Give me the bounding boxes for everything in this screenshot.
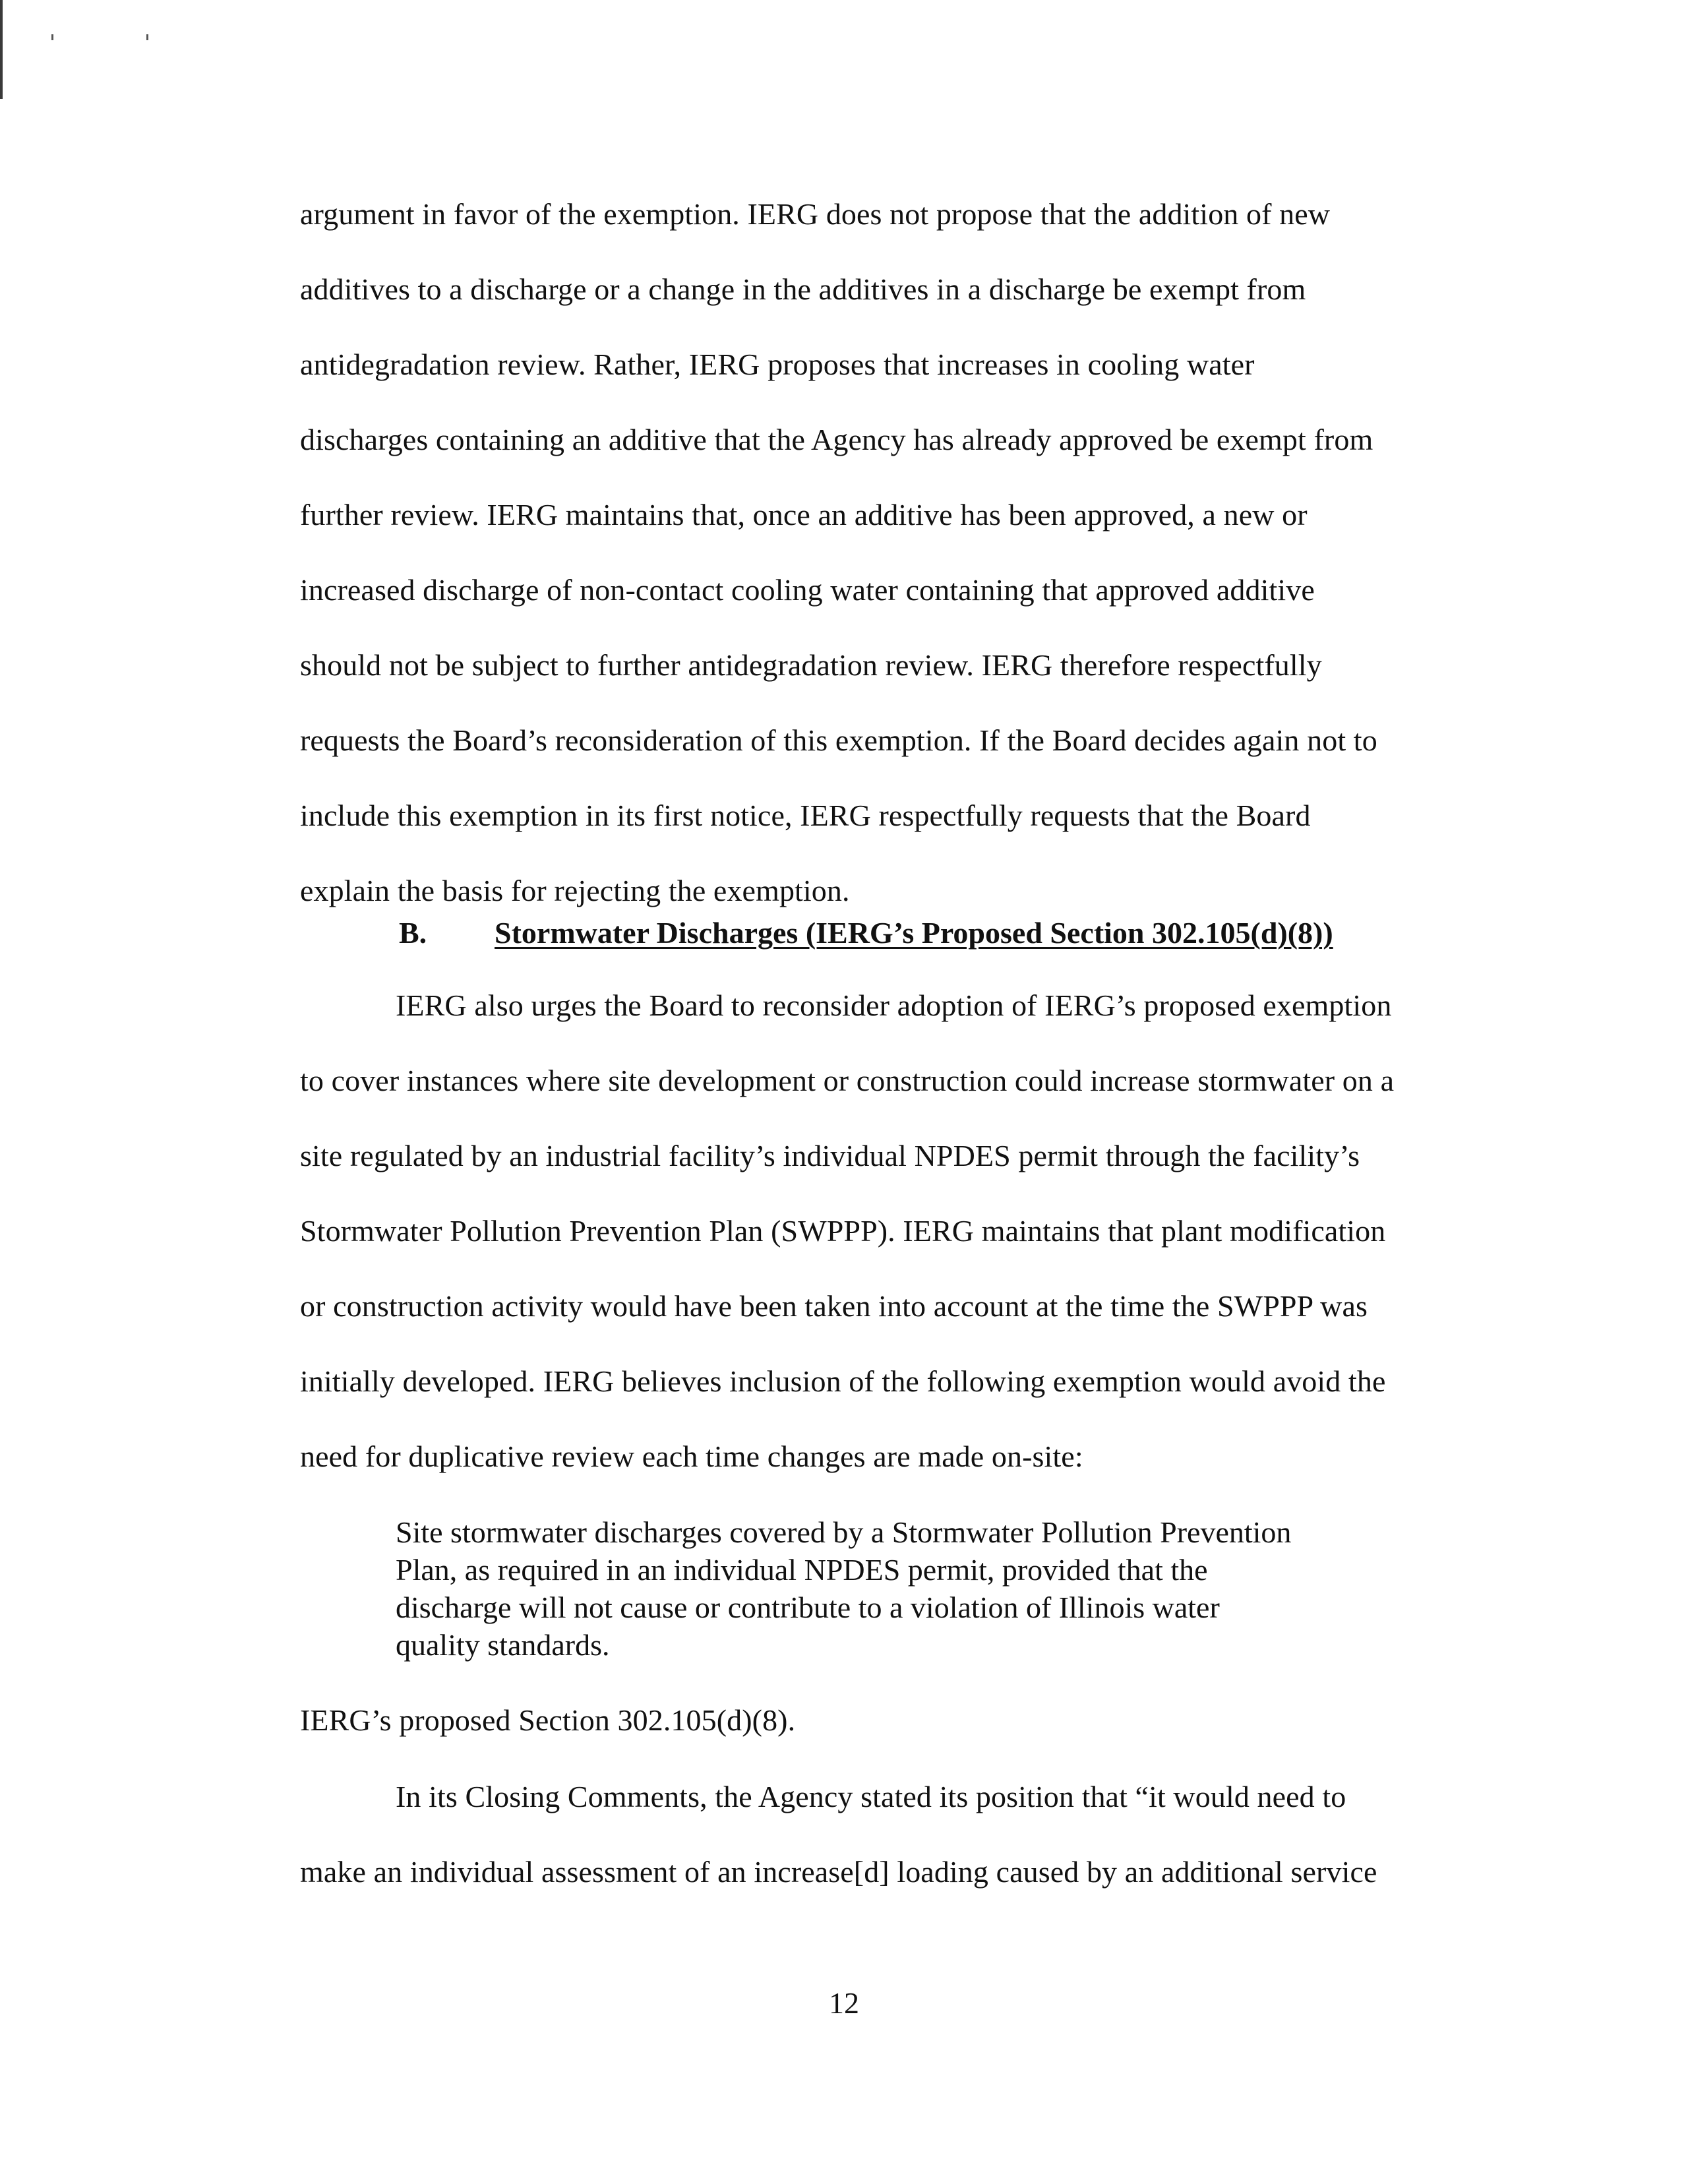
body-text-line: initially developed. IERG believes inclusion of the following exemption would avoid the bbox=[300, 1364, 1386, 1398]
body-text-line: IERG also urges the Board to reconsider adoption of IERG’s proposed exemption bbox=[396, 988, 1392, 1022]
page-number: 12 bbox=[829, 1986, 859, 2020]
scan-edge-mark bbox=[0, 0, 3, 99]
body-text-line: to cover instances where site development or construction could increase stormwater on a bbox=[300, 1064, 1395, 1097]
body-text-line: should not be subject to further antidegradation review. IERG therefore respectfully bbox=[300, 648, 1322, 682]
body-text-line: argument in favor of the exemption. IERG does not propose that the addition of new bbox=[300, 197, 1331, 231]
scan-speck bbox=[146, 34, 148, 40]
body-text-line: include this exemption in its first notice, IERG respectfully requests that the Board bbox=[300, 799, 1311, 832]
body-text-line: explain the basis for rejecting the exemption. bbox=[300, 874, 850, 907]
body-text-line: additives to a discharge or a change in the additives in a discharge be exempt from bbox=[300, 272, 1306, 306]
body-text-line: further review. IERG maintains that, once an additive has been approved, a new or bbox=[300, 498, 1308, 531]
body-text-line: make an individual assessment of an increase[d] loading caused by an additional service bbox=[300, 1855, 1377, 1889]
section-title: Stormwater Discharges (IERG’s Proposed Section 302.105(d)(8)) bbox=[495, 916, 1333, 950]
citation: IERG’s proposed Section 302.105(d)(8). bbox=[300, 1703, 796, 1737]
body-text-line: Stormwater Pollution Prevention Plan (SWPPP). IERG maintains that plant modification bbox=[300, 1214, 1386, 1248]
body-text-line: site regulated by an industrial facility’s individual NPDES permit through the facility’s bbox=[300, 1139, 1360, 1172]
section-letter: B. bbox=[399, 916, 427, 950]
quote-line: Plan, as required in an individual NPDES permit, provided that the bbox=[396, 1553, 1208, 1587]
body-text-line: requests the Board’s reconsideration of this exemption. If the Board decides again not to bbox=[300, 723, 1377, 757]
quote-line: discharge will not cause or contribute to a violation of Illinois water bbox=[396, 1591, 1220, 1624]
body-text-line: increased discharge of non-contact cooling water containing that approved additive bbox=[300, 573, 1315, 607]
quote-line: quality standards. bbox=[396, 1628, 610, 1662]
scan-speck bbox=[51, 34, 53, 40]
body-text-line: or construction activity would have been taken into account at the time the SWPPP was bbox=[300, 1289, 1368, 1323]
body-text-line: discharges containing an additive that the Agency has already approved be exempt from bbox=[300, 423, 1373, 456]
body-text-line: In its Closing Comments, the Agency stated its position that “it would need to bbox=[396, 1780, 1346, 1813]
body-text-line: need for duplicative review each time changes are made on-site: bbox=[300, 1440, 1083, 1473]
body-text-line: antidegradation review. Rather, IERG proposes that increases in cooling water bbox=[300, 348, 1255, 381]
quote-line: Site stormwater discharges covered by a Stormwater Pollution Prevention bbox=[396, 1515, 1292, 1549]
